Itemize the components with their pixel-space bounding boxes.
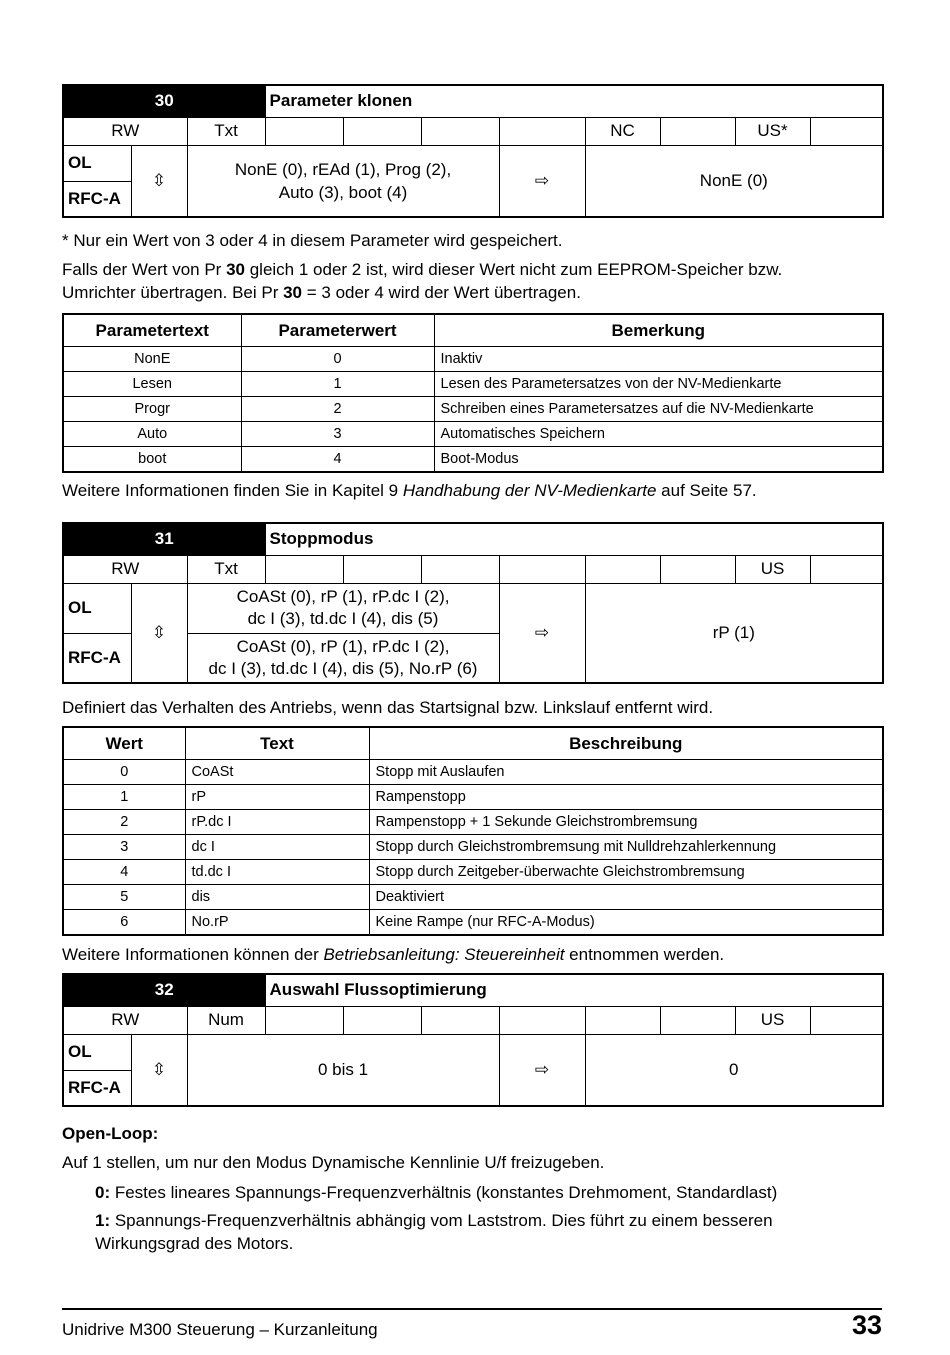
table-row: 2 rP.dc I Rampenstopp + 1 Sekunde Gleichstrombremsung bbox=[63, 810, 883, 835]
up-down-arrow-icon: ⇳ bbox=[131, 1034, 187, 1106]
table-row: Progr 2 Schreiben eines Parametersatzes auf die NV-Medienkarte bbox=[63, 397, 883, 422]
param-title: Parameter klonen bbox=[265, 85, 883, 117]
attr-nc: NC bbox=[585, 117, 660, 145]
mode-rfc-a: RFC-A bbox=[63, 181, 131, 217]
table-row: 6 No.rP Keine Rampe (nur RFC-A-Modus) bbox=[63, 910, 883, 936]
param-title: Auswahl Flussoptimierung bbox=[265, 974, 883, 1006]
attr-rw: RW bbox=[63, 117, 187, 145]
note-30-reference: Weitere Informationen finden Sie in Kapitel 9 Handhabung der NV-Medienkarte auf Seite 57. bbox=[62, 481, 757, 500]
table-row: 1 rP Rampenstopp bbox=[63, 785, 883, 810]
table-row: Lesen 1 Lesen des Parametersatzes von der NV-Medienkarte bbox=[63, 372, 883, 397]
right-arrow-icon: ⇨ bbox=[499, 145, 585, 217]
param-default: 0 bbox=[585, 1034, 883, 1106]
param-range-rfc-a: CoASt (0), rP (1), rP.dc I (2), dc I (3), td.dc I (4), dis (5), No.rP (6) bbox=[187, 633, 499, 683]
note-30-transfer: Falls der Wert von Pr 30 gleich 1 oder 2 ist, wird dieser Wert nicht zum EEPROM-Speicher bzw. Umrichter übertragen. Bei Pr 30 = 3 oder 4 wird der Wert übertragen. bbox=[62, 260, 783, 302]
mode-rfc-a: RFC-A bbox=[63, 633, 131, 683]
table-row: 5 dis Deaktiviert bbox=[63, 885, 883, 910]
param-32-table bbox=[62, 973, 884, 1107]
table-row: 4 td.dc I Stopp durch Zeitgeber-überwachte Gleichstrombremsung bbox=[63, 860, 883, 885]
attr-type: Num bbox=[187, 1006, 265, 1034]
param-30-table bbox=[62, 84, 884, 218]
param-31-table bbox=[62, 522, 884, 684]
attr-us: US bbox=[735, 1006, 810, 1034]
note-31-reference: Weitere Informationen können der Betriebsanleitung: Steuereinheit entnommen werden. bbox=[62, 945, 725, 964]
footer-rule bbox=[62, 1308, 882, 1310]
param-default: NonE (0) bbox=[585, 145, 883, 217]
mode-ol: OL bbox=[63, 145, 131, 181]
param-title: Stoppmodus bbox=[265, 523, 883, 555]
table-row: 3 dc I Stopp durch Gleichstrombremsung mit Nulldrehzahlerkennung bbox=[63, 835, 883, 860]
openloop-text: Auf 1 stellen, um nur den Modus Dynamische Kennlinie U/f freizugeben. bbox=[62, 1153, 605, 1172]
param-range-ol: CoASt (0), rP (1), rP.dc I (2), dc I (3), td.dc I (4), dis (5) bbox=[187, 583, 499, 633]
table-row: NonE 0 Inaktiv bbox=[63, 347, 883, 372]
note-30-asterisk: * Nur ein Wert von 3 oder 4 in diesem Parameter wird gespeichert. bbox=[62, 231, 563, 250]
right-arrow-icon: ⇨ bbox=[499, 583, 585, 683]
table-row: boot 4 Boot-Modus bbox=[63, 447, 883, 473]
option-1: 1: Spannungs-Frequenzverhältnis abhängig vom Laststrom. Dies führt zu einem besseren Wirkungsgrad des Motors. bbox=[95, 1211, 773, 1253]
param-number: 31 bbox=[63, 523, 265, 555]
right-arrow-icon: ⇨ bbox=[499, 1034, 585, 1106]
mode-ol: OL bbox=[63, 1034, 131, 1070]
attr-rw: RW bbox=[63, 555, 187, 583]
mode-ol: OL bbox=[63, 583, 131, 633]
param-number: 32 bbox=[63, 974, 265, 1006]
up-down-arrow-icon: ⇳ bbox=[131, 583, 187, 683]
attr-type: Txt bbox=[187, 117, 265, 145]
param-number: 30 bbox=[63, 85, 265, 117]
param-range: NonE (0), rEAd (1), Prog (2), Auto (3), boot (4) bbox=[187, 145, 499, 217]
footer-title: Unidrive M300 Steuerung – Kurzanleitung bbox=[62, 1320, 378, 1339]
attr-rw: RW bbox=[63, 1006, 187, 1034]
mode-rfc-a: RFC-A bbox=[63, 1070, 131, 1106]
up-down-arrow-icon: ⇳ bbox=[131, 145, 187, 217]
param-30-values-table: Parametertext Parameterwert Bemerkung NonE 0 Inaktiv Lesen 1 Lesen des Parametersatzes von der NV-Medienkarte Progr 2 Schreiben eines Parametersatzes auf die NV-Medienkarte Auto 3 Automatisches Speichern boot 4 Boot-Modus bbox=[62, 313, 884, 473]
attr-us: US* bbox=[735, 117, 810, 145]
option-0: 0: Festes lineares Spannungs-Frequenzverhältnis (konstantes Drehmoment, Standardlast) bbox=[95, 1183, 778, 1202]
attr-type: Txt bbox=[187, 555, 265, 583]
note-31-description: Definiert das Verhalten des Antriebs, wenn das Startsignal bzw. Linkslauf entfernt wird. bbox=[62, 698, 714, 717]
page-number: 33 bbox=[851, 1310, 882, 1340]
param-range: 0 bis 1 bbox=[187, 1034, 499, 1106]
table-row: 0 CoASt Stopp mit Auslaufen bbox=[63, 760, 883, 785]
attr-us: US bbox=[735, 555, 810, 583]
param-31-values-table: Wert Text Beschreibung 0 CoASt Stopp mit Auslaufen 1 rP Rampenstopp 2 rP.dc I Rampenstopp + 1 Sekunde Gleichstrombremsung 3 dc I Stopp durch Gleichstrombremsung mit Nulldrehzahlerkennung 4 td.dc I Stopp durch Zeitgeber-überwachte Gleichstrombremsung 5 dis Deaktiviert 6 No.rP Keine Rampe (nur RFC-A-Modus) bbox=[62, 726, 884, 936]
openloop-heading: Open-Loop: bbox=[62, 1124, 159, 1143]
param-default: rP (1) bbox=[585, 583, 883, 683]
table-row: Auto 3 Automatisches Speichern bbox=[63, 422, 883, 447]
